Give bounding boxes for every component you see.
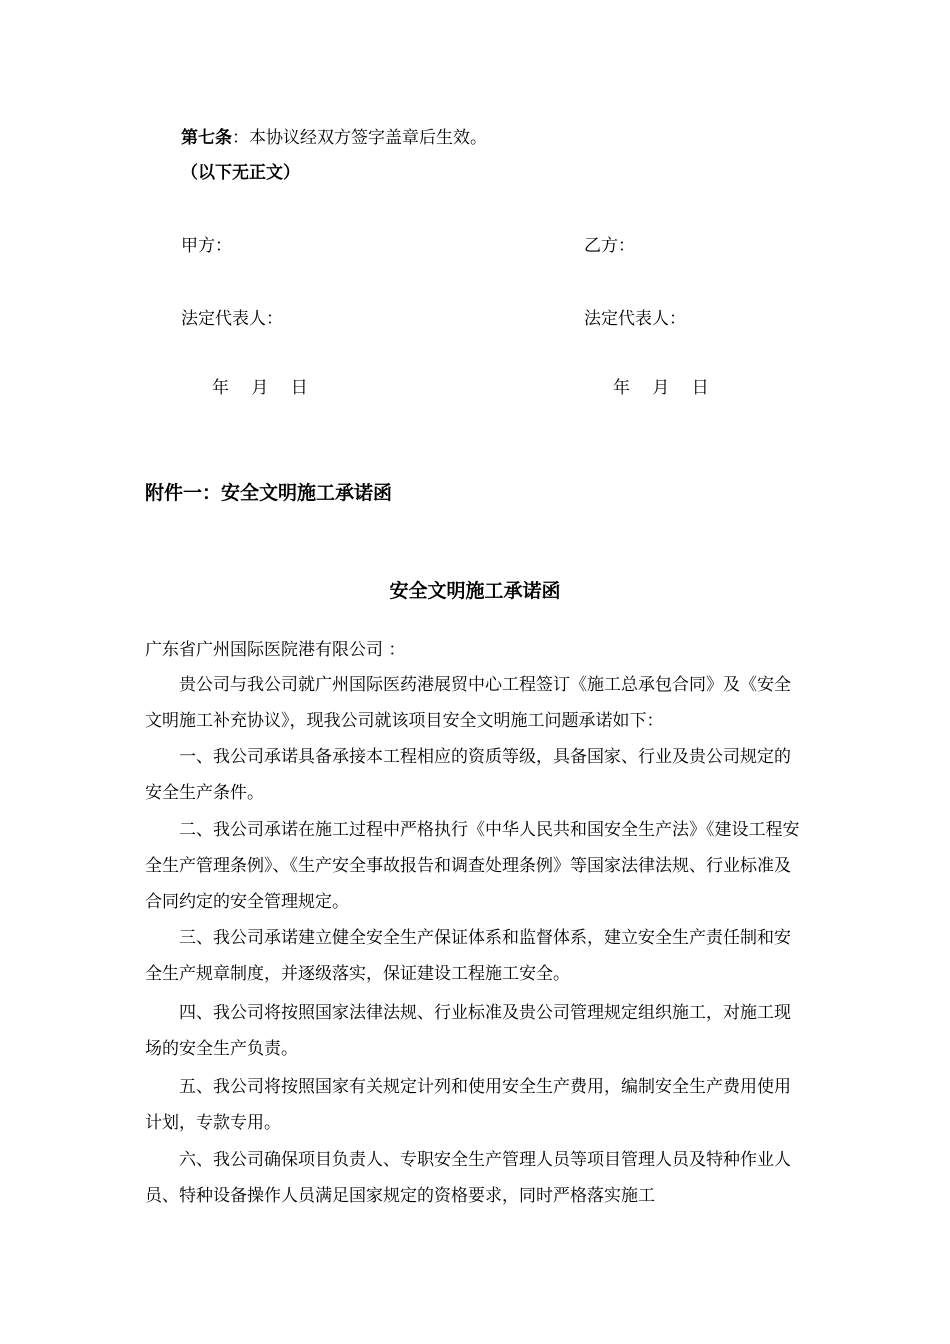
letter-title: 安全文明施工承诺函 [389, 580, 561, 602]
paragraph-2: 二、我公司承诺在施工过程中严格执行《中华人民共和国安全生产法》《建设工程安全生产管理条例》、《生产安全事故报告和调查处理条例》等国家法律法规、行业标准及合同约定的安全管理规定。 [145, 820, 800, 912]
date-a: 年 月 日 [212, 378, 308, 398]
paragraph-intro: 贵公司与我公司就广州国际医药港展贸中心工程签订《施工总承包合同》及《安全文明施工补充协议》，现我公司就该项目安全文明施工问题承诺如下： [145, 675, 791, 731]
paragraph-4: 四、我公司将按照国家法律法规、行业标准及贵公司管理规定组织施工，对施工现场的安全生产负责。 [145, 1003, 791, 1059]
article-7-separator: ： [232, 128, 249, 148]
paragraph-5: 五、我公司将按照国家有关规定计列和使用安全生产费用，编制安全生产费用使用计划，专款专用。 [145, 1077, 791, 1133]
article-7 [181, 128, 487, 148]
addressee: 广东省广州国际医院港有限公司 ： [145, 640, 406, 660]
party-b-label: 乙方： [584, 236, 635, 256]
no-more-text-note: （以下无正文） [181, 163, 300, 183]
legal-rep-a-label: 法定代表人： [181, 309, 283, 329]
paragraph-6: 六、我公司确保项目负责人、专职安全生产管理人员等项目管理人员及特种作业人员、特种设备操作人员满足国家规定的资格要求，同时严格落实施工 [145, 1150, 791, 1206]
article-7-text: 本协议经双方签字盖章后生效。 [249, 128, 487, 148]
legal-rep-b-label: 法定代表人： [584, 309, 686, 329]
paragraph-3: 三、我公司承诺建立健全安全生产保证体系和监督体系，建立安全生产责任制和安全生产规章制度，并逐级落实，保证建设工程施工安全。 [145, 928, 791, 984]
attachment-heading: 附件一：安全文明施工承诺函 [145, 482, 393, 504]
paragraph-1: 一、我公司承诺具备承接本工程相应的资质等级，具备国家、行业及贵公司规定的安全生产条件。 [145, 747, 791, 803]
article-7-label: 第七条 [181, 128, 232, 148]
date-b: 年 月 日 [613, 378, 709, 398]
party-a-label: 甲方： [181, 236, 232, 256]
